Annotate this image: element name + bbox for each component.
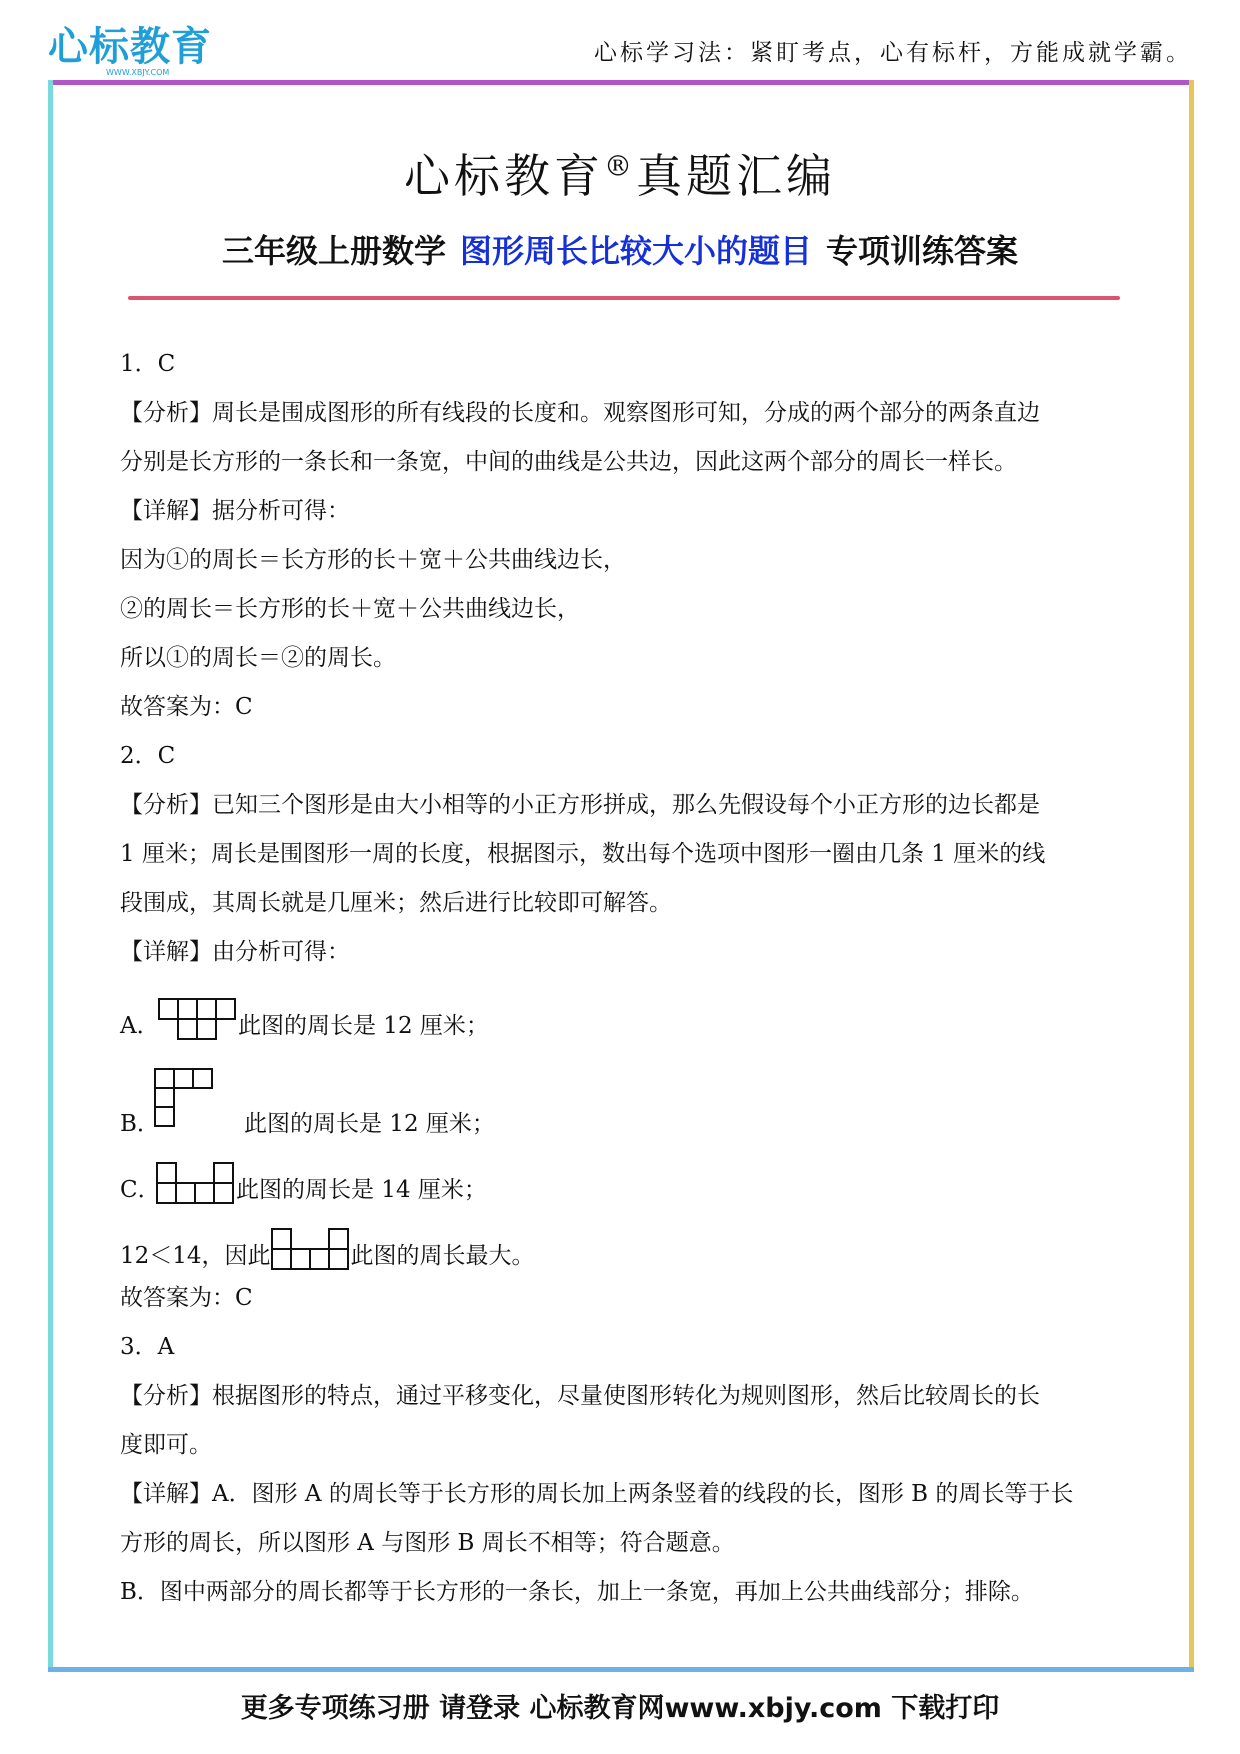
page-title <box>0 140 1240 206</box>
q2-option-b-label: B． <box>120 1111 160 1137</box>
subtitle-prefix: 三年级上册数学 <box>221 232 446 270</box>
q3-analysis-line-2: 度即可。 <box>120 1432 212 1458</box>
figure-c-repeat <box>271 1228 351 1272</box>
logo-url: WWW.XBJY.COM <box>106 68 170 77</box>
answer-content <box>120 340 1130 1617</box>
q2-option-c-text: 此图的周长是 14 厘米； <box>236 1177 487 1203</box>
q1-step-2: ②的周长＝长方形的长＋宽＋公共曲线边长， <box>120 596 580 622</box>
q1-step-3: 所以①的周长＝②的周长。 <box>120 645 396 671</box>
q3-analysis-line-1: 【分析】根据图形的特点，通过平移变化，尽量使图形转化为规则图形，然后比较周长的长 <box>120 1383 1040 1409</box>
figure-c <box>156 1162 236 1206</box>
q2-analysis-line-2: 1 厘米；周长是围图形一周的长度，根据图示，数出每个选项中图形一圈由几条 1 厘米的线 <box>120 841 1046 867</box>
q2-analysis-line-1: 【分析】已知三个图形是由大小相等的小正方形拼成，那么先假设每个小正方形的边长都是 <box>120 792 1040 818</box>
page-subtitle <box>0 226 1240 272</box>
q3-head: 3．A <box>120 1334 175 1360</box>
q2-option-b-text: 此图的周长是 12 厘米； <box>244 1111 495 1137</box>
registered-mark: ® <box>604 149 636 183</box>
q2-option-a-label: A． <box>120 1013 160 1039</box>
q2-compare-prefix: 12＜14，因此 <box>120 1243 271 1269</box>
q1-conclusion: 故答案为：C <box>120 694 253 720</box>
q1-step-1: 因为①的周长＝长方形的长＋宽＋公共曲线边长， <box>120 547 626 573</box>
q1-analysis-line-2: 分别是长方形的一条长和一条宽，中间的曲线是公共边，因此这两个部分的周长一样长。 <box>120 449 1017 475</box>
subtitle-highlight: 图形周长比较大小的题目 <box>459 232 812 270</box>
q2-comparison <box>120 1208 1130 1274</box>
q1-detail: 【详解】据分析可得： <box>120 498 350 524</box>
q3-detail-line-1: 【详解】A．图形 A 的周长等于长方形的周长加上两条竖着的线段的长，图形 B 的周长等于长 <box>120 1481 1074 1507</box>
q2-option-c-label: C． <box>120 1177 161 1203</box>
title-rest: 真题汇编 <box>636 149 836 203</box>
q2-compare-suffix: 此图的周长最大。 <box>350 1243 535 1269</box>
q2-head: 2．C <box>120 743 176 769</box>
q2-option-c <box>120 1138 1130 1208</box>
q3-detail-line-3: B．图中两部分的周长都等于长方形的一条长，加上一条宽，再加上公共曲线部分；排除。 <box>120 1579 1034 1605</box>
q1-head: 1．C <box>120 351 176 377</box>
figure-b <box>154 1068 216 1130</box>
frame-bottom-bar <box>48 1667 1194 1672</box>
title-main: 心标教育 <box>404 149 604 203</box>
q1-analysis-line-1: 【分析】周长是围成图形的所有线段的长度和。观察图形可知，分成的两个部分的两条直边 <box>120 400 1040 426</box>
footer-text: 更多专项练习册 请登录 心标教育网www.xbjy.com 下载打印 <box>240 1693 1000 1724</box>
logo <box>48 24 212 80</box>
title-separator <box>128 296 1120 300</box>
frame-top-bar <box>48 80 1194 85</box>
frame-right-bar <box>1189 80 1194 1672</box>
q2-detail: 【详解】由分析可得： <box>120 939 350 965</box>
figure-a <box>158 998 238 1042</box>
header-motto: 心标学习法：紧盯考点，心有标杆，方能成就学霸。 <box>594 40 1192 66</box>
q2-analysis-line-3: 段围成，其周长就是几厘米；然后进行比较即可解答。 <box>120 890 672 916</box>
frame-left-bar <box>48 80 53 1672</box>
subtitle-suffix: 专项训练答案 <box>826 232 1019 270</box>
q2-option-a <box>120 977 1130 1044</box>
q2-option-a-text: 此图的周长是 12 厘米； <box>238 1013 489 1039</box>
q2-option-b <box>120 1044 1130 1138</box>
q3-detail-line-2: 方形的周长，所以图形 A 与图形 B 周长不相等；符合题意。 <box>120 1530 735 1556</box>
q2-conclusion: 故答案为：C <box>120 1285 253 1311</box>
logo-text: 心标教育 <box>48 24 212 70</box>
